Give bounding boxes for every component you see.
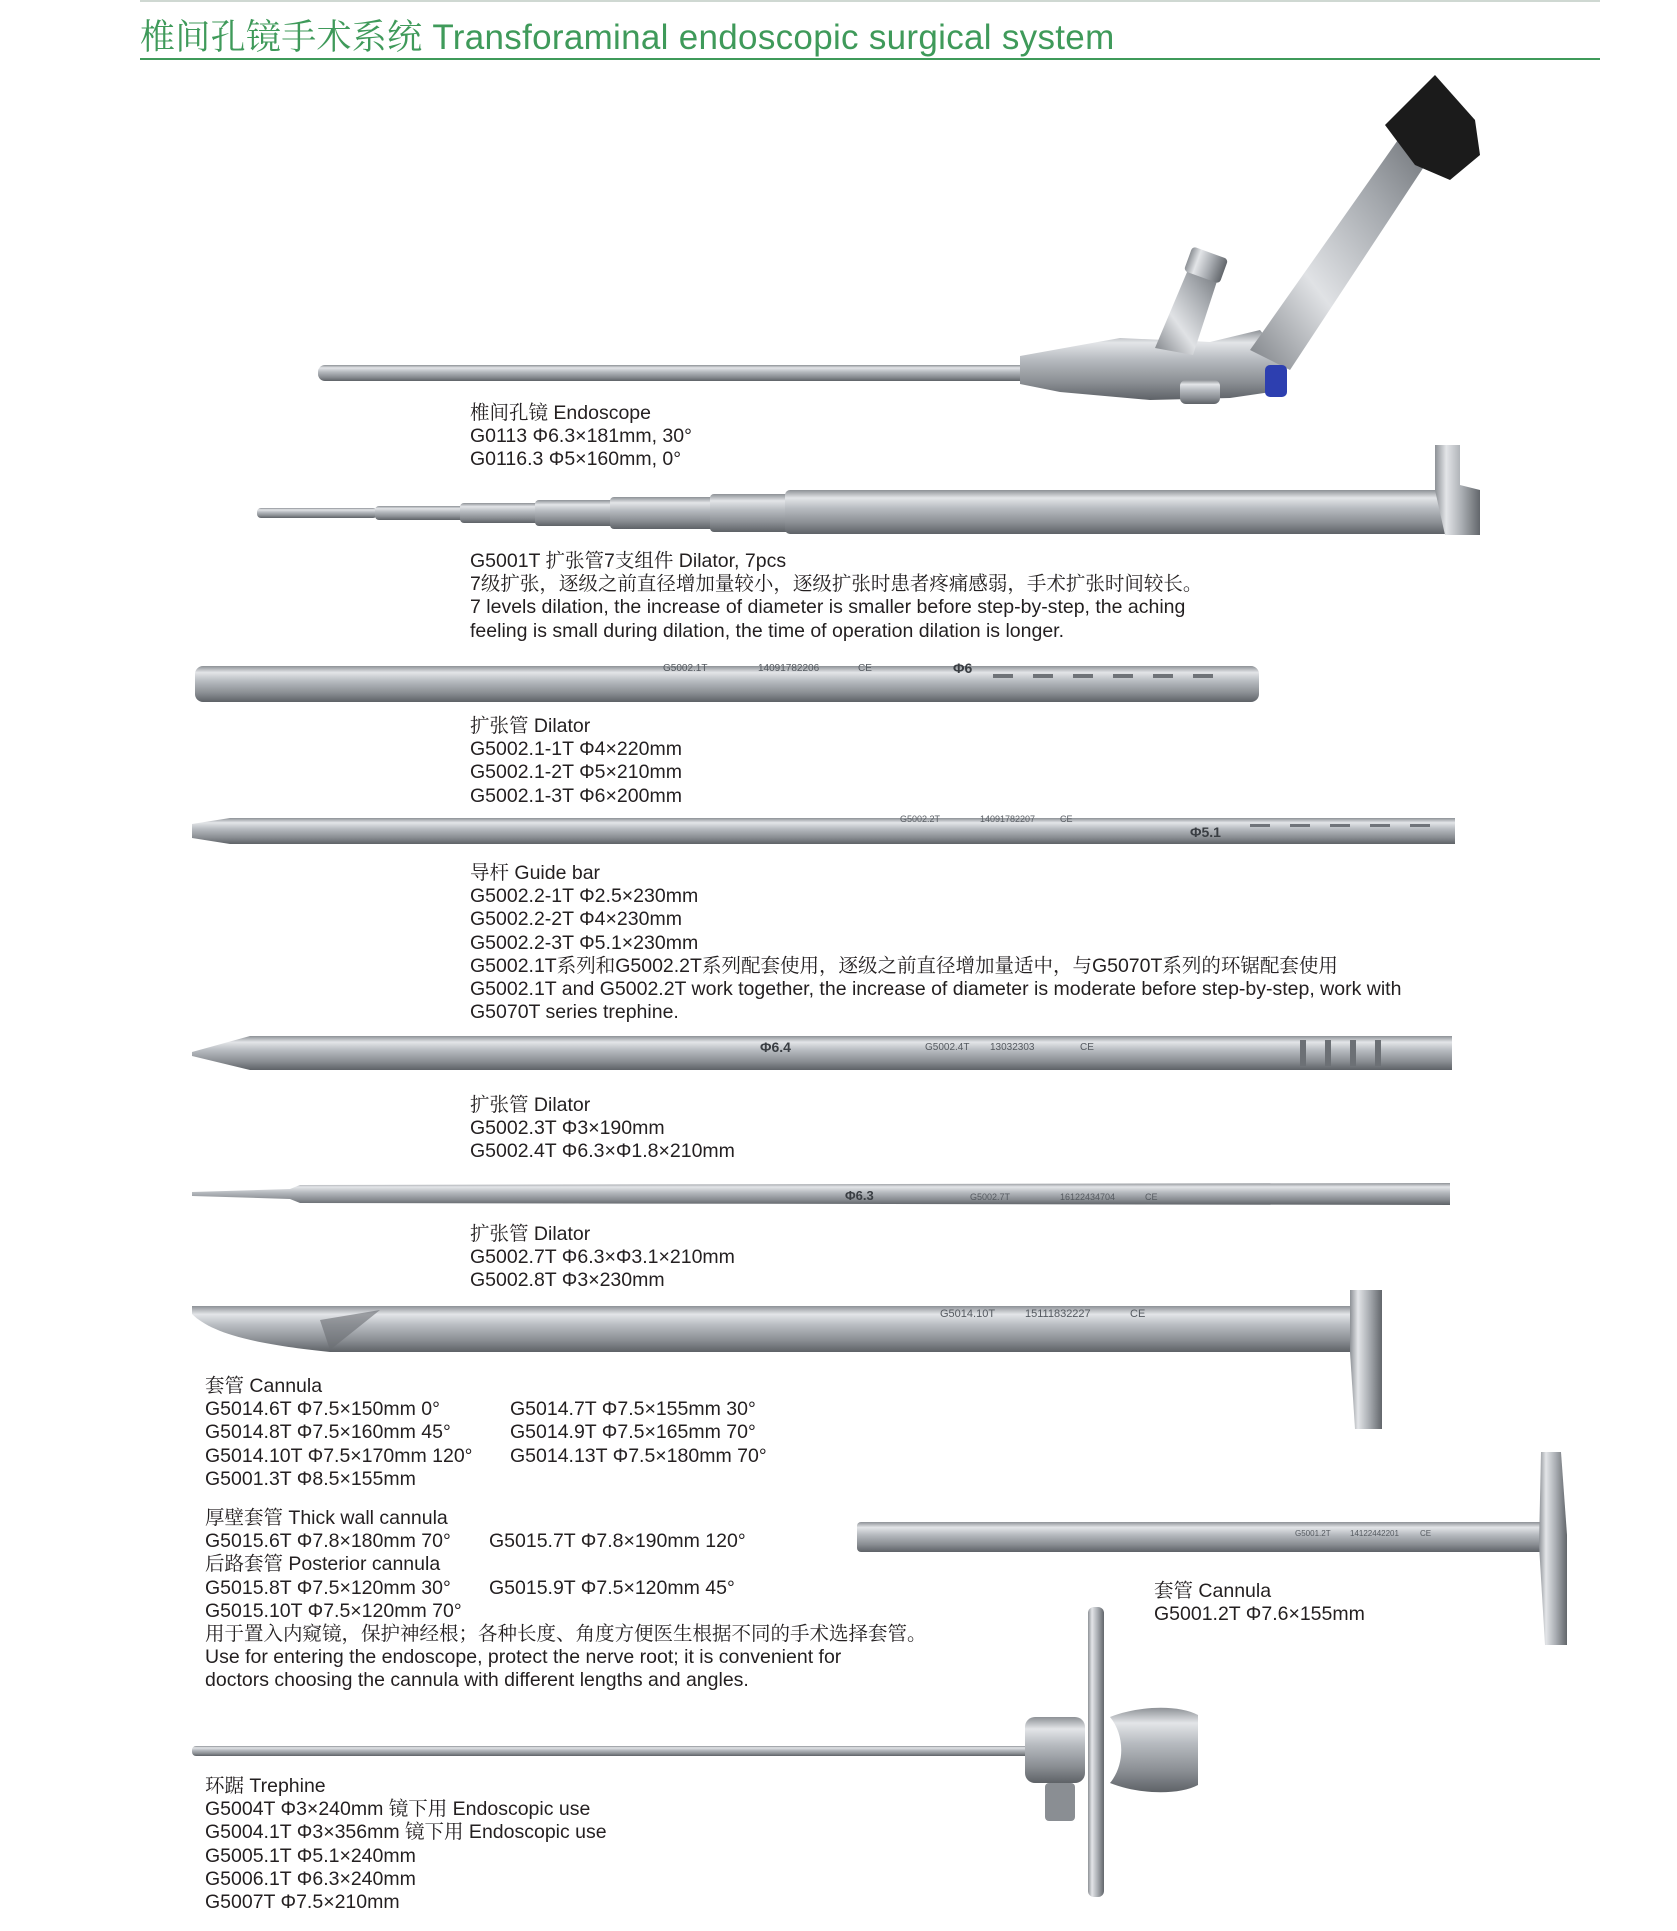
dilator-set-desc-en: 7 levels dilation, the increase of diameter is smaller before step-by-step, the aching [470,596,1186,619]
trephine-right-knob [1110,1708,1198,1793]
endoscope-item: G0113 Φ6.3×181mm, 30° [470,425,692,448]
thick-wall-table [205,1530,927,1553]
posterior-desc-en: Use for entering the endoscope, protect the nerve root; it is convenient for [205,1646,842,1669]
endoscope-name: 椎间孔镜 Endoscope [470,402,651,424]
dilator-a-size: Φ6 [953,660,973,676]
dilator-set-name: G5001T 扩张管7支组件 Dilator, 7pcs [470,550,787,572]
guide-bar-desc-cn: G5002.1T系列和G5002.2T系列配套使用，逐级之前直径增加量适中，与G5070T系列的环锯配套使用 [470,954,1338,977]
guide-bar-desc-en: G5070T series trephine. [470,1001,679,1024]
cannula-item: G5001.3T Φ8.5×155mm [205,1467,416,1490]
dilator-step [257,508,377,518]
posterior-cell: G5015.8T Φ7.5×120mm 30° [205,1576,451,1599]
guide-bar-ce: CE [1060,814,1073,824]
dilator-b-name: 扩张管 Dilator [470,1094,591,1116]
dilator-c-item: G5002.7T Φ6.3×Φ3.1×210mm [470,1246,735,1269]
dilator-b-caption [470,1094,735,1164]
dilator-a-item: G5002.1-2T Φ5×210mm [470,761,682,784]
trephine-item: G5007T Φ7.5×210mm [205,1891,400,1914]
dilator-a-caption [470,715,682,808]
trephine-name: 环踞 Trephine [205,1775,326,1797]
guide-bar-name: 导杆 Guide bar [470,862,601,884]
dilator-set-caption [470,550,1202,643]
trephine-shaft [192,1746,1032,1756]
dilator-c-image [190,1175,1460,1215]
dilator-a-image [193,660,1263,710]
dilator-set-desc-en: feeling is small during dilation, the time of operation dilation is longer. [470,619,1065,642]
posterior-cell: G5015.9T Φ7.5×120mm 45° [489,1576,735,1599]
posterior-item: G5015.10T Φ7.5×120mm 70° [205,1599,462,1622]
guide-bar-code: G5002.2T [900,814,941,824]
guide-bar-rod [192,818,1455,844]
dilator-c-rod [192,1183,1450,1205]
cannula-cell: G5014.8T Φ7.5×160mm 45° [205,1421,451,1444]
guide-bar-size: Φ5.1 [1190,824,1221,840]
dilator-c-caption [470,1223,735,1293]
posterior-desc-en: doctors choosing the cannula with different lengths and angles. [205,1669,749,1692]
posterior-name: 后路套管 Posterior cannula [205,1553,441,1576]
guide-bar-item: G5002.2-2T Φ4×230mm [470,908,682,931]
trephine-item: G5004.1T Φ3×356mm 镜下用 Endoscopic use [205,1821,607,1844]
dilator-set-image [255,440,1495,540]
endoscope-lower-valve [1180,380,1220,404]
dilator-b-serial: 13032303 [990,1042,1035,1053]
posterior-desc-cn: 用于置入内窥镜，保护神经根；各种长度、角度方便医生根据不同的手术选择套管。 [205,1623,927,1646]
posterior-table [205,1577,927,1600]
thick-wall-cell: G5015.6T Φ7.8×180mm 70° [205,1530,451,1553]
dilator-b-size: Φ6.4 [760,1039,791,1055]
guide-bar-image [190,812,1465,852]
endoscope-image [300,80,1440,420]
dilator-c-name: 扩张管 Dilator [470,1223,591,1245]
guide-bar-serial: 14091782207 [980,814,1036,824]
dilator-b-code: G5002.4T [925,1042,970,1053]
title-underline [140,58,1600,60]
dilator-b-ce: CE [1080,1042,1094,1053]
dilator-a-serial: 14091782206 [758,663,820,674]
dilator-a-item: G5002.1-1T Φ4×220mm [470,738,682,761]
trephine-set-screw [1045,1783,1075,1821]
cannula-cell: G5014.13T Φ7.5×180mm 70° [510,1444,767,1467]
dilator-step [460,503,540,523]
dilator-c-code: G5002.7T [970,1192,1011,1202]
trephine-item: G5005.1T Φ5.1×240mm [205,1844,416,1867]
endoscope-blue-ring [1265,365,1287,397]
dilator-step [375,506,465,520]
cannula-code: G5014.10T [940,1308,996,1320]
guide-bar-desc-en: G5002.1T and G5002.2T work together, the increase of diameter is moderate before step-by-step, work with [470,978,1402,1001]
cannula-cell: G5014.6T Φ7.5×150mm 0° [205,1398,440,1421]
thick-wall-name: 厚壁套管 Thick wall cannula [205,1507,448,1530]
dilator-a-code: G5002.1T [663,663,708,674]
dilator-step [710,494,790,532]
cannula-t-serial: 14122442201 [1350,1529,1399,1538]
cannula-cell: G5014.10T Φ7.5×170mm 120° [205,1444,473,1467]
endoscope-shaft [318,365,1038,381]
guide-bar-caption [470,862,1401,1024]
endoscope-body [1020,330,1285,400]
cannula-t-tube [857,1522,1547,1552]
dilator-c-serial: 16122434704 [1060,1192,1116,1202]
dilator-step [535,500,615,526]
trephine-left-knob [1025,1717,1085,1783]
cannula-t-ce: CE [1420,1529,1432,1538]
cannula-t-handle [1539,1452,1567,1645]
dilator-b-item: G5002.3T Φ3×190mm [470,1117,665,1140]
dilator-c-size: Φ6.3 [845,1188,874,1203]
cannula-table [205,1398,927,1468]
page-title: 椎间孔镜手术系统 Transforaminal endoscopic surgical system [140,18,1115,57]
cannula-cell: G5014.7T Φ7.5×155mm 30° [510,1398,756,1421]
endoscope-ocular-tube [1250,130,1435,370]
dilator-b-image [190,1030,1460,1080]
cannula-serial: 15111832227 [1025,1308,1091,1320]
trephine-t-bar [1088,1607,1104,1897]
cannula-handle [1350,1290,1382,1429]
thick-wall-cell: G5015.7T Φ7.8×190mm 120° [489,1530,746,1553]
dilator-a-rod [195,666,1259,702]
guide-bar-item: G5002.2-1T Φ2.5×230mm [470,885,699,908]
dilator-outer-tube [785,490,1465,534]
trephine-item: G5004T Φ3×240mm 镜下用 Endoscopic use [205,1798,591,1821]
cannula-cell: G5014.9T Φ7.5×165mm 70° [510,1421,756,1444]
cannula-t-name: 套管 Cannula [1154,1580,1272,1602]
endoscope-item: G0116.3 Φ5×160mm, 0° [470,448,682,471]
cannula-t-code: G5001.2T [1295,1529,1331,1538]
cannula-ce: CE [1130,1308,1146,1320]
dilator-a-name: 扩张管 Dilator [470,715,591,737]
cannula-name: 套管 Cannula [205,1375,323,1397]
dilator-c-ce: CE [1145,1192,1158,1202]
top-rule [140,0,1600,2]
guide-bar-item: G5002.2-3T Φ5.1×230mm [470,931,699,954]
dilator-step [610,497,715,529]
trephine-caption [205,1775,607,1914]
cannula-t-item: G5001.2T Φ7.6×155mm [1154,1603,1365,1626]
dilator-b-rod [192,1036,1452,1070]
dilator-a-item: G5002.1-3T Φ6×200mm [470,784,682,807]
trephine-item: G5006.1T Φ6.3×240mm [205,1867,416,1890]
dilator-a-ce: CE [858,663,872,674]
dilator-c-item: G5002.8T Φ3×230mm [470,1269,665,1292]
dilator-set-desc-cn: 7级扩张，逐级之前直径增加量较小，逐级扩张时患者疼痛感弱，手术扩张时间较长。 [470,573,1203,596]
dilator-b-item: G5002.4T Φ6.3×Φ1.8×210mm [470,1140,735,1163]
